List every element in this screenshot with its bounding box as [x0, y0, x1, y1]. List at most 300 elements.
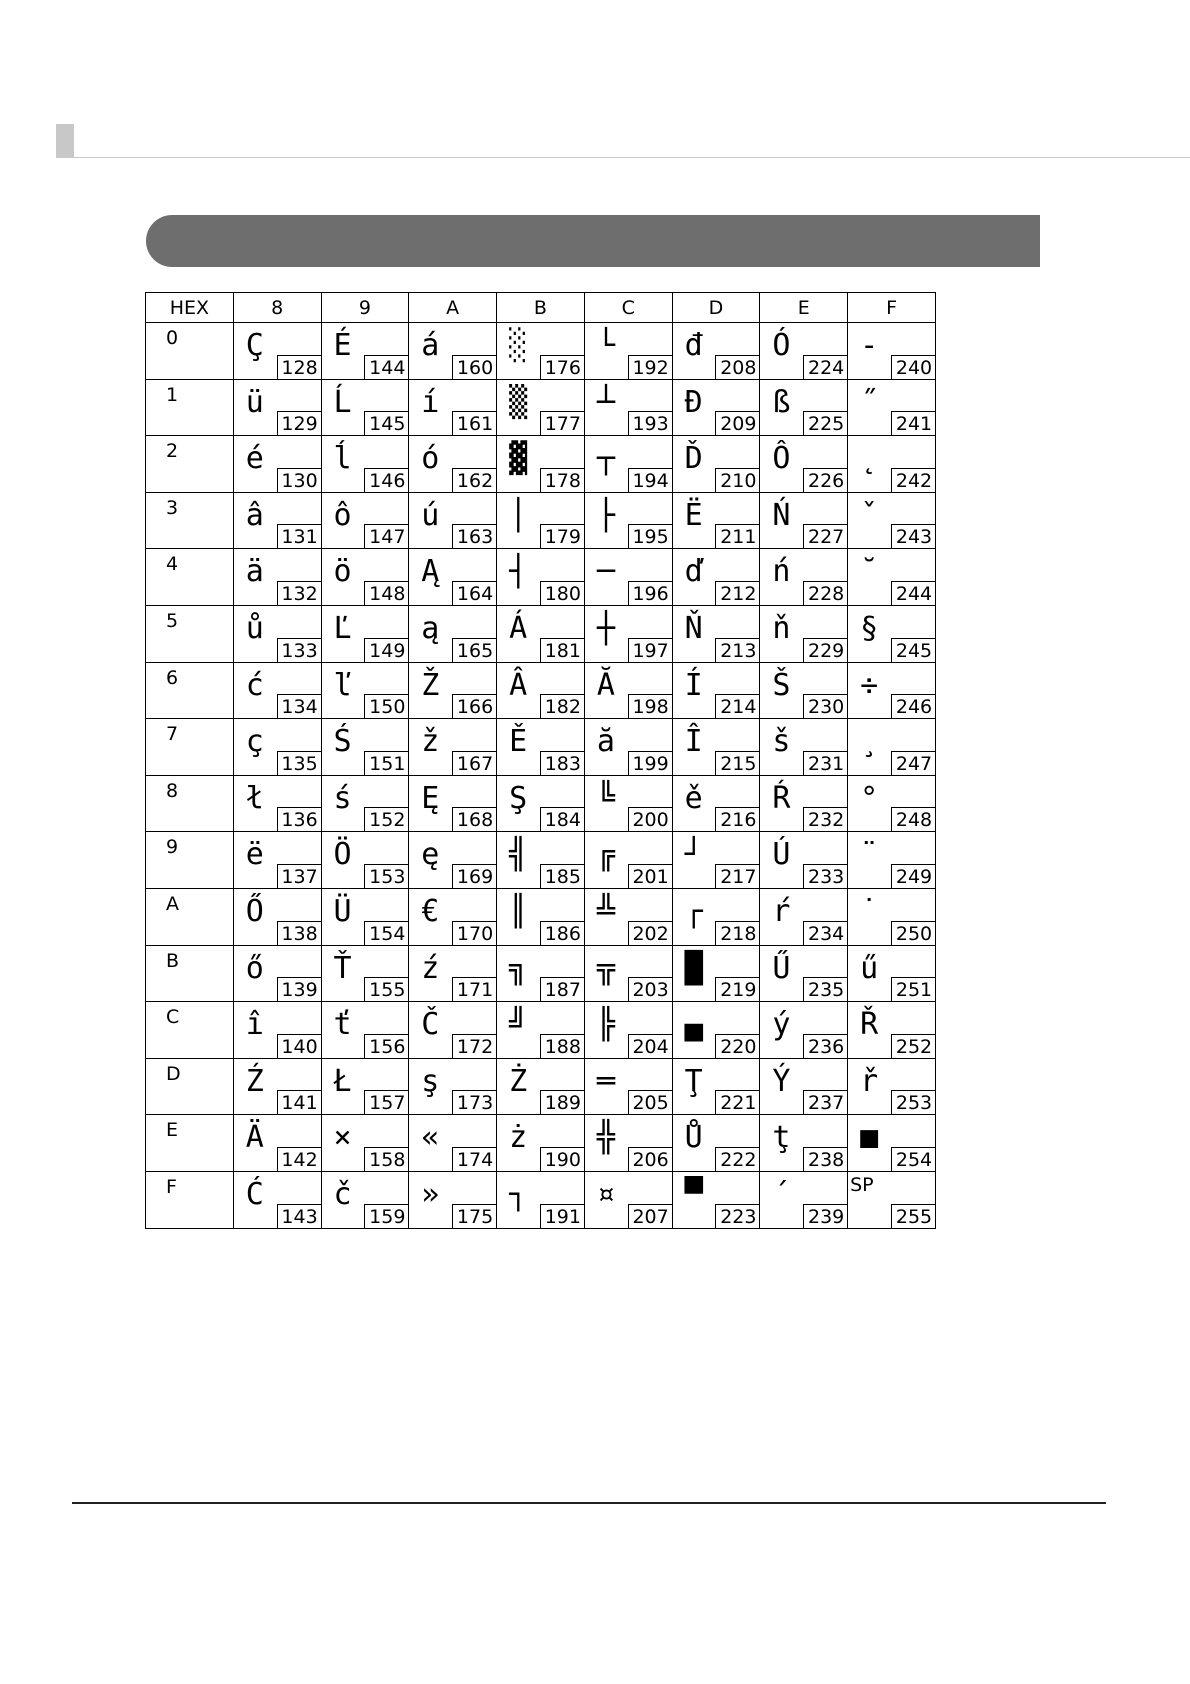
- column-header-9: 9: [321, 293, 409, 323]
- char-cell: [584, 775, 672, 832]
- char-glyph: ╩: [596, 893, 615, 929]
- char-glyph: ╚: [596, 780, 615, 816]
- char-code: 140: [277, 1034, 322, 1059]
- char-cell: [409, 1058, 497, 1115]
- char-glyph: Ű: [772, 950, 791, 986]
- char-glyph: ý: [772, 1007, 791, 1043]
- char-code: 194: [628, 468, 673, 493]
- char-glyph: ╦: [596, 950, 615, 986]
- char-code: 240: [891, 355, 936, 380]
- char-cell: [497, 605, 585, 662]
- char-code: 135: [277, 751, 322, 776]
- char-cell: [233, 1058, 321, 1115]
- char-cell: [848, 662, 936, 719]
- char-cell: [321, 832, 409, 889]
- char-cell: [233, 492, 321, 549]
- char-code: 231: [803, 751, 848, 776]
- char-glyph: ë: [245, 837, 264, 873]
- char-cell: [321, 379, 409, 436]
- char-cell: [848, 1058, 936, 1115]
- char-code: 225: [803, 411, 848, 436]
- char-glyph: Ř: [860, 1007, 879, 1043]
- char-code: 172: [452, 1034, 497, 1059]
- char-glyph: Ő: [245, 893, 264, 929]
- char-code: 142: [277, 1147, 322, 1172]
- char-cell: [497, 945, 585, 1002]
- char-glyph: Ş: [509, 780, 528, 816]
- char-code: 132: [277, 581, 322, 606]
- char-cell: [584, 945, 672, 1002]
- char-cell: [497, 832, 585, 889]
- char-glyph: ˛: [860, 441, 879, 477]
- char-code: 168: [452, 807, 497, 832]
- row-header: 4: [146, 549, 234, 606]
- char-glyph: │: [509, 497, 528, 533]
- char-code: 139: [277, 977, 322, 1002]
- table-row: [146, 1058, 936, 1115]
- char-glyph: ▀: [684, 1176, 703, 1212]
- char-cell: [672, 549, 760, 606]
- char-code: 197: [628, 638, 673, 663]
- char-cell: [233, 1002, 321, 1059]
- char-cell: [848, 605, 936, 662]
- char-code: 247: [891, 751, 936, 776]
- char-code: 145: [364, 411, 409, 436]
- char-code: 181: [540, 638, 585, 663]
- char-glyph: ═: [596, 1063, 615, 1099]
- char-code: 165: [452, 638, 497, 663]
- char-cell: [321, 662, 409, 719]
- char-cell: [760, 323, 848, 380]
- char-code: 166: [452, 694, 497, 719]
- char-glyph: »: [421, 1176, 440, 1212]
- char-code: 174: [452, 1147, 497, 1172]
- char-glyph: ł: [245, 780, 264, 816]
- char-glyph: ´: [772, 1176, 791, 1212]
- char-cell: [409, 775, 497, 832]
- hex-corner-label: HEX: [146, 293, 234, 323]
- char-code: 223: [715, 1204, 760, 1229]
- char-code: 153: [364, 864, 409, 889]
- char-code: 169: [452, 864, 497, 889]
- char-code: 185: [540, 864, 585, 889]
- char-glyph: ü: [245, 384, 264, 420]
- column-header-A: A: [409, 293, 497, 323]
- char-code: 136: [277, 807, 322, 832]
- table-row: [146, 888, 936, 945]
- char-cell: [848, 323, 936, 380]
- row-header: 7: [146, 719, 234, 776]
- char-code: 217: [715, 864, 760, 889]
- char-code: 192: [628, 355, 673, 380]
- title-bar: [146, 215, 1040, 267]
- char-glyph: ╬: [596, 1120, 615, 1156]
- char-cell: [760, 436, 848, 493]
- table-header-row: [146, 293, 936, 323]
- char-cell: [848, 549, 936, 606]
- char-code: 235: [803, 977, 848, 1002]
- char-code: 248: [891, 807, 936, 832]
- char-glyph: Á: [509, 610, 528, 646]
- char-glyph: ť: [333, 1007, 352, 1043]
- char-cell: [584, 719, 672, 776]
- char-cell: [848, 436, 936, 493]
- char-cell: [497, 1115, 585, 1172]
- char-glyph: Ý: [772, 1063, 791, 1099]
- char-cell: [233, 1171, 321, 1228]
- char-code: 195: [628, 524, 673, 549]
- char-cell: [760, 1002, 848, 1059]
- char-cell: [584, 379, 672, 436]
- char-code: 155: [364, 977, 409, 1002]
- char-cell: [233, 323, 321, 380]
- char-code: 144: [364, 355, 409, 380]
- char-code: 250: [891, 921, 936, 946]
- char-code: 214: [715, 694, 760, 719]
- row-header: 1: [146, 379, 234, 436]
- char-cell: [321, 1058, 409, 1115]
- char-code: 227: [803, 524, 848, 549]
- char-glyph: §: [860, 610, 879, 646]
- char-glyph: Ć: [245, 1176, 264, 1212]
- char-code: 131: [277, 524, 322, 549]
- char-code: 253: [891, 1090, 936, 1115]
- char-cell: [497, 323, 585, 380]
- row-header: E: [146, 1115, 234, 1172]
- char-code: 157: [364, 1090, 409, 1115]
- char-glyph: Č: [421, 1007, 440, 1043]
- char-glyph: Ë: [684, 497, 703, 533]
- char-cell: [233, 436, 321, 493]
- char-code: 164: [452, 581, 497, 606]
- char-cell: [497, 436, 585, 493]
- row-header: F: [146, 1171, 234, 1228]
- char-cell: [584, 1171, 672, 1228]
- char-code: 252: [891, 1034, 936, 1059]
- char-glyph: Ę: [421, 780, 440, 816]
- char-cell: [584, 888, 672, 945]
- column-header-E: E: [760, 293, 848, 323]
- row-header: 5: [146, 605, 234, 662]
- footer-rule: [72, 1502, 1106, 1504]
- char-cell: [760, 549, 848, 606]
- char-glyph: ┤: [509, 554, 528, 590]
- char-glyph: Ł: [333, 1063, 352, 1099]
- char-code: 200: [628, 807, 673, 832]
- char-code: 236: [803, 1034, 848, 1059]
- char-glyph: Ô: [772, 441, 791, 477]
- char-glyph: ć: [245, 667, 264, 703]
- char-glyph: î: [245, 1007, 264, 1043]
- row-header: C: [146, 1002, 234, 1059]
- char-cell: [584, 1115, 672, 1172]
- char-cell: [233, 775, 321, 832]
- char-cell: [848, 492, 936, 549]
- char-code: 245: [891, 638, 936, 663]
- char-glyph: Ż: [509, 1063, 528, 1099]
- column-header-8: 8: [233, 293, 321, 323]
- char-glyph: ┌: [684, 893, 703, 929]
- char-glyph: Ó: [772, 328, 791, 363]
- char-cell: [848, 379, 936, 436]
- char-cell: [760, 662, 848, 719]
- char-code: 176: [540, 355, 585, 380]
- char-code: 226: [803, 468, 848, 493]
- char-glyph: SP: [850, 1173, 874, 1196]
- row-header: 2: [146, 436, 234, 493]
- char-cell: [409, 662, 497, 719]
- table-row: [146, 1002, 936, 1059]
- section-marker: [56, 124, 74, 158]
- char-glyph: ô: [333, 497, 352, 533]
- char-cell: [409, 323, 497, 380]
- char-cell: [584, 549, 672, 606]
- char-glyph: «: [421, 1120, 440, 1156]
- char-cell: [672, 605, 760, 662]
- char-glyph: ä: [245, 554, 264, 590]
- char-code: 246: [891, 694, 936, 719]
- char-glyph: ▓: [509, 441, 528, 477]
- char-code: 209: [715, 411, 760, 436]
- char-glyph: ÷: [860, 667, 879, 703]
- char-cell: [497, 719, 585, 776]
- char-code: 163: [452, 524, 497, 549]
- char-glyph: ę: [421, 837, 440, 873]
- row-header: 3: [146, 492, 234, 549]
- char-cell: [760, 719, 848, 776]
- char-glyph: ▒: [509, 384, 528, 420]
- char-glyph: ˇ: [860, 497, 879, 533]
- char-glyph: Ă: [596, 667, 615, 703]
- char-cell: [848, 1171, 936, 1228]
- char-code: 129: [277, 411, 322, 436]
- char-cell: [672, 1115, 760, 1172]
- char-glyph: ▄: [684, 1007, 703, 1043]
- char-cell: [233, 605, 321, 662]
- char-glyph: ß: [772, 384, 791, 420]
- char-glyph: ż: [509, 1120, 528, 1156]
- char-glyph: ┐: [509, 1176, 528, 1212]
- char-cell: [672, 492, 760, 549]
- char-glyph: ń: [772, 554, 791, 590]
- char-glyph: ¤: [596, 1176, 615, 1212]
- char-glyph: ╠: [596, 1007, 615, 1043]
- char-glyph: í: [421, 384, 440, 420]
- char-cell: [760, 492, 848, 549]
- char-glyph: ú: [421, 497, 440, 533]
- char-glyph: ┬: [596, 441, 615, 477]
- char-glyph: Ď: [684, 441, 703, 477]
- char-cell: [321, 436, 409, 493]
- char-cell: [409, 945, 497, 1002]
- char-cell: [760, 1058, 848, 1115]
- char-cell: [672, 945, 760, 1002]
- char-glyph: ┴: [596, 384, 615, 420]
- char-glyph: Ĺ: [333, 384, 352, 420]
- char-code: 201: [628, 864, 673, 889]
- char-code: 151: [364, 751, 409, 776]
- char-glyph: ś: [333, 780, 352, 816]
- column-header-C: C: [584, 293, 672, 323]
- char-code: 242: [891, 468, 936, 493]
- char-cell: [760, 379, 848, 436]
- char-code: 222: [715, 1147, 760, 1172]
- char-glyph: °: [860, 780, 879, 816]
- char-glyph: ű: [860, 950, 879, 986]
- char-cell: [409, 832, 497, 889]
- char-cell: [760, 1115, 848, 1172]
- char-code: 184: [540, 807, 585, 832]
- char-glyph: Ą: [421, 554, 440, 590]
- char-code: 238: [803, 1147, 848, 1172]
- table-row: [146, 1171, 936, 1228]
- char-glyph: Đ: [684, 384, 703, 420]
- char-code: 128: [277, 355, 322, 380]
- char-code: 141: [277, 1090, 322, 1115]
- char-code: 146: [364, 468, 409, 493]
- char-cell: [497, 1058, 585, 1115]
- char-code: 232: [803, 807, 848, 832]
- char-code: 186: [540, 921, 585, 946]
- char-code: 178: [540, 468, 585, 493]
- char-glyph: ╔: [596, 837, 615, 873]
- char-cell: [584, 1002, 672, 1059]
- char-code: 183: [540, 751, 585, 776]
- char-glyph: Ŕ: [772, 780, 791, 816]
- char-glyph: Ś: [333, 724, 352, 760]
- char-code: 251: [891, 977, 936, 1002]
- char-code: 210: [715, 468, 760, 493]
- char-code: 218: [715, 921, 760, 946]
- char-code: 182: [540, 694, 585, 719]
- char-glyph: ╣: [509, 837, 528, 873]
- table-row: [146, 436, 936, 493]
- char-code: 152: [364, 807, 409, 832]
- char-glyph: ┼: [596, 610, 615, 646]
- char-code: 191: [540, 1204, 585, 1229]
- char-glyph: ů: [245, 610, 264, 646]
- char-code: 170: [452, 921, 497, 946]
- char-glyph: Ţ: [684, 1063, 703, 1099]
- char-cell: [233, 662, 321, 719]
- char-glyph: ţ: [772, 1120, 791, 1156]
- column-header-D: D: [672, 293, 760, 323]
- char-glyph: ó: [421, 441, 440, 477]
- char-code: 156: [364, 1034, 409, 1059]
- char-cell: [672, 323, 760, 380]
- char-glyph: á: [421, 328, 440, 363]
- char-code: 173: [452, 1090, 497, 1115]
- char-cell: [233, 549, 321, 606]
- char-cell: [672, 888, 760, 945]
- table-body: [146, 323, 936, 1229]
- char-code: 224: [803, 355, 848, 380]
- char-glyph: ň: [772, 610, 791, 646]
- char-cell: [672, 832, 760, 889]
- table-row: [146, 945, 936, 1002]
- char-cell: [321, 323, 409, 380]
- char-glyph: ă: [596, 724, 615, 760]
- char-glyph: Ö: [333, 837, 352, 873]
- char-code: 149: [364, 638, 409, 663]
- char-cell: [584, 323, 672, 380]
- char-cell: [848, 1115, 936, 1172]
- char-code: 243: [891, 524, 936, 549]
- char-glyph: ĺ: [333, 441, 352, 477]
- char-code: 171: [452, 977, 497, 1002]
- char-cell: [672, 379, 760, 436]
- char-code: 206: [628, 1147, 673, 1172]
- char-glyph: Ů: [684, 1120, 703, 1156]
- char-code: 150: [364, 694, 409, 719]
- header-rule: [74, 157, 1190, 158]
- char-glyph: Ť: [333, 950, 352, 986]
- char-code: 219: [715, 977, 760, 1002]
- char-glyph: ď: [684, 554, 703, 590]
- char-cell: [409, 1171, 497, 1228]
- char-code: 228: [803, 581, 848, 606]
- char-cell: [672, 1171, 760, 1228]
- char-code: 239: [803, 1204, 848, 1229]
- char-glyph: š: [772, 724, 791, 760]
- char-glyph: ║: [509, 893, 528, 929]
- char-glyph: ř: [860, 1063, 879, 1099]
- char-cell: [848, 888, 936, 945]
- char-glyph: Š: [772, 667, 791, 703]
- char-cell: [584, 832, 672, 889]
- char-glyph: ě: [684, 780, 703, 816]
- char-cell: [409, 1115, 497, 1172]
- char-code: 229: [803, 638, 848, 663]
- char-cell: [672, 1002, 760, 1059]
- char-code: 189: [540, 1090, 585, 1115]
- table-row: [146, 832, 936, 889]
- char-code: 204: [628, 1034, 673, 1059]
- char-cell: [497, 549, 585, 606]
- char-code: 137: [277, 864, 322, 889]
- row-header: 9: [146, 832, 234, 889]
- char-cell: [760, 945, 848, 1002]
- char-code: 199: [628, 751, 673, 776]
- char-glyph: Ň: [684, 610, 703, 646]
- table-row: [146, 775, 936, 832]
- char-cell: [848, 719, 936, 776]
- char-code: 198: [628, 694, 673, 719]
- code-page-table: [145, 292, 936, 1229]
- char-cell: [321, 775, 409, 832]
- char-glyph: ö: [333, 554, 352, 590]
- char-cell: [233, 1115, 321, 1172]
- char-code: 249: [891, 864, 936, 889]
- char-cell: [321, 1171, 409, 1228]
- char-cell: [409, 379, 497, 436]
- table-row: [146, 1115, 936, 1172]
- char-glyph: ç: [245, 724, 264, 760]
- char-code: 161: [452, 411, 497, 436]
- char-glyph: ╗: [509, 950, 528, 986]
- char-cell: [233, 888, 321, 945]
- char-code: 254: [891, 1147, 936, 1172]
- char-cell: [584, 662, 672, 719]
- column-header-F: F: [848, 293, 936, 323]
- char-cell: [584, 436, 672, 493]
- char-cell: [497, 1002, 585, 1059]
- char-cell: [233, 945, 321, 1002]
- char-glyph: ┘: [684, 837, 703, 873]
- table-row: [146, 605, 936, 662]
- char-glyph: -: [860, 328, 879, 363]
- char-code: 147: [364, 524, 409, 549]
